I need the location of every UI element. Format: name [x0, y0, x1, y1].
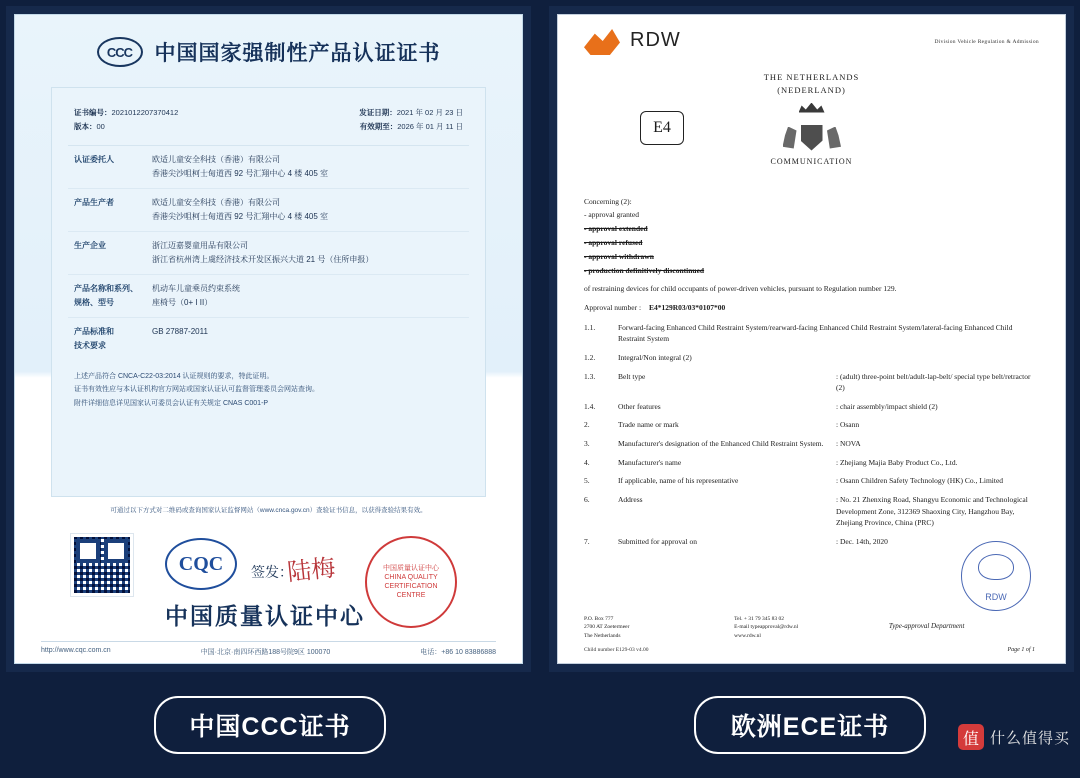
- rdw-item: [584, 438, 1039, 450]
- rdw-concerning-item: - approval withdrawn: [584, 252, 654, 261]
- rdw-document: [557, 14, 1066, 664]
- ccc-version: 版本：00: [74, 122, 105, 132]
- ccc-certificate-panel: [6, 6, 531, 672]
- rdw-item: [584, 536, 1039, 548]
- ccc-expiry-date: 有效期至：2026 年 01 月 11 日: [359, 122, 463, 132]
- rdw-item-label: If applicable, name of his representative: [618, 476, 739, 486]
- rdw-item-label: Belt type: [618, 371, 646, 381]
- ccc-field-value: 欧适儿童安全科技（香港）有限公司 香港尖沙咀柯士甸道西 92 号汇翔中心 4 楼 405 室: [152, 154, 329, 178]
- rdw-item-label: Other features: [618, 401, 661, 411]
- rdw-item-label: Submitted for approval on: [618, 536, 697, 546]
- rdw-item-no: 7.: [584, 536, 590, 546]
- rdw-concerning-block: [584, 195, 1039, 296]
- rdw-item-label: Manufacturer's designation of the Enhanced Child Restraint System.: [618, 439, 824, 448]
- ccc-sign-label: 签发：: [251, 564, 293, 580]
- rdw-concerning-item: - approval refused: [584, 238, 643, 248]
- rdw-child-number: Child number E129-03 v4.00: [584, 647, 649, 653]
- ccc-field-key: 产品名称和系列、 规格、型号: [74, 283, 138, 307]
- rdw-item-no: 1.3.: [584, 371, 596, 381]
- rdw-header: [584, 29, 1039, 55]
- ccc-field-key: 生产企业: [74, 240, 106, 250]
- rdw-concerning-label: Concerning (2):: [584, 196, 632, 206]
- rdw-item: [584, 475, 1039, 487]
- crown-icon: [799, 103, 825, 113]
- rdw-concerning-item: - approval granted: [584, 210, 639, 220]
- ccc-signature: 陆梅: [286, 555, 337, 587]
- ccc-issue-date: 发证日期：2021 年 02 月 23 日: [359, 108, 463, 117]
- ccc-note: 上述产品符合 CNCA-C22-03:2014 认证规则的要求，特此证明。 证书有效性应与本认证机构官方网站或国家认证认可监督管理委员会网站查询。 附件详细信息详见国家认可委员会认证有关规定 CNAS C001-P: [74, 372, 319, 407]
- ccc-field-value: 浙江迈嘉婴童用品有限公司 浙江省杭州湾上虞经济技术开发区振兴大道 21 号（住所申报）: [152, 240, 374, 264]
- ccc-website: http://www.cqc.com.cn: [41, 647, 111, 654]
- rdw-item-value: : Osann: [836, 420, 860, 430]
- rdw-item-value: : No. 21 Zhenxing Road, Shangyu Economic and Technological Development Zone, 312369 Shaoxing City, Hangzhou Bay, Zhejiang Province, China (PRC): [836, 494, 1028, 528]
- rdw-item: [584, 401, 1039, 413]
- cqc-center-name: 中国质量认证中心: [165, 603, 365, 629]
- cqc-logo-icon: CQC: [165, 538, 237, 590]
- rdw-item: [584, 457, 1039, 469]
- e4-approval-mark-icon: E4: [640, 111, 684, 145]
- rdw-item-value: : Osann Children Safety Technology (HK) Co., Limited: [836, 476, 1004, 486]
- rdw-item-no: 1.1.: [584, 322, 596, 332]
- rdw-item-value: : Zhejiang Majia Baby Product Co., Ltd.: [836, 457, 958, 467]
- ccc-meta-left: [74, 106, 178, 135]
- rdw-approval-number-value: E4*129R03/03*0107*00: [648, 302, 726, 312]
- ccc-header: [15, 15, 522, 81]
- rdw-item-list: [584, 322, 1039, 548]
- lion-right-icon: [827, 127, 841, 149]
- ccc-field-key: 产品标准和 技术要求: [74, 326, 114, 350]
- watermark-badge-icon: 值: [958, 724, 984, 750]
- rdw-footer-address: P.O. Box 777 2700 AT Zoetermeer The Netherlands: [584, 615, 630, 640]
- ccc-field-key: 认证委托人: [74, 154, 114, 164]
- caption-row: [0, 672, 1080, 778]
- caption-ccc: 中国CCC证书: [154, 696, 386, 754]
- ccc-mark-icon: CCC: [97, 37, 143, 67]
- shield-icon: [801, 125, 823, 151]
- rdw-country: THE NETHERLANDS (NEDERLAND): [763, 72, 860, 95]
- rdw-item-label: Manufacturer's name: [618, 457, 682, 467]
- rdw-footer: [584, 615, 1039, 641]
- ccc-meta-right: [359, 106, 463, 135]
- ccc-field-row: [68, 189, 469, 232]
- netherlands-crest-icon: [783, 103, 841, 151]
- ccc-body: [51, 87, 486, 497]
- rdw-item-value: : chair assembly/impact shield (2): [836, 401, 938, 411]
- ccc-document: [14, 14, 523, 664]
- caption-ece: 欧洲ECE证书: [694, 696, 926, 754]
- ccc-field-row: [68, 146, 469, 189]
- ccc-field-key: 产品生产者: [74, 197, 114, 207]
- ccc-field-value: 欧适儿童安全科技（香港）有限公司 香港尖沙咀柯士甸道西 92 号汇翔中心 4 楼 405 室: [152, 197, 329, 221]
- ccc-cert-no: 证书编号：2021012207370412: [74, 108, 179, 117]
- rdw-item-label: Trade name or mark: [618, 420, 679, 430]
- rdw-division-text: Division Vehicle Regulation & Admission: [934, 39, 1039, 45]
- rdw-flame-icon: [584, 29, 620, 55]
- ccc-seal-area: [15, 518, 522, 663]
- rdw-item: [584, 494, 1039, 529]
- rdw-stamp-icon: RDW: [961, 541, 1031, 611]
- rdw-item-label: Address: [618, 494, 643, 504]
- watermark: [958, 724, 1070, 750]
- rdw-item-no: 1.4.: [584, 401, 596, 411]
- rdw-page-number: Page 1 of 1: [1007, 647, 1035, 653]
- ccc-field-value: 机动车儿童乘员约束系统 座椅号（0+ I II）: [152, 283, 240, 307]
- rdw-item-value: : NOVA: [836, 439, 861, 448]
- ccc-footer: [15, 647, 522, 657]
- watermark-text: 什么值得买: [989, 729, 1070, 747]
- ccc-footer-divider: [41, 641, 496, 642]
- rdw-item-value: : (adult) three-point belt/adult-lap-belt/ special type belt/retractor (2): [836, 371, 1031, 393]
- rdw-item-no: 4.: [584, 457, 590, 467]
- rdw-item-no: 5.: [584, 476, 590, 486]
- rdw-item-label: Integral/Non integral (2): [618, 352, 692, 362]
- ccc-field-row: [68, 275, 469, 318]
- ccc-address: 中国·北京·南四环西路188号院9区 100070: [200, 649, 331, 656]
- qr-code-icon: [71, 534, 133, 596]
- ccc-field-row: [68, 232, 469, 275]
- rdw-emblem-row: [584, 101, 1039, 193]
- rdw-item-no: 6.: [584, 494, 590, 504]
- rdw-item: [584, 352, 1039, 364]
- rdw-concerning-item: - approval extended: [584, 224, 648, 234]
- rdw-item-no: 3.: [584, 439, 590, 448]
- ccc-field-value: GB 27887-2011: [152, 326, 208, 336]
- rdw-approval-number-row: [584, 303, 1039, 312]
- ccc-red-seal-icon: [365, 536, 457, 628]
- ccc-phone: 电话：+86 10 83886888: [420, 649, 496, 656]
- rdw-footer-department: Type-approval Department: [888, 621, 965, 630]
- rdw-item: [584, 371, 1039, 394]
- rdw-item: [584, 322, 1039, 345]
- rdw-item-value: : Dec. 14th, 2020: [836, 536, 888, 546]
- rdw-footer-contact: Tel. + 31 79 345 83 02 E-mail typeapproval@rdw.nl www.rdw.nl: [734, 615, 799, 640]
- rdw-pursuant-text: of restraining devices for child occupants of power-driven vehicles, pursuant to Regulation number 129.: [584, 283, 897, 293]
- rdw-item-no: 1.2.: [584, 352, 596, 362]
- ccc-footnote: 可通过以下方式对二维码或查询国家认证监督网站（www.cnca.gov.cn）查验证书信息，以获得查验结果有效。: [110, 507, 427, 514]
- rdw-item-no: 2.: [584, 420, 590, 430]
- rdw-approval-number-label: Approval number :: [584, 302, 642, 312]
- rdw-concerning-item: - production definitively discontinued: [584, 265, 705, 275]
- ccc-field-row: [68, 318, 469, 360]
- rdw-item: [584, 419, 1039, 431]
- rdw-communication-title: COMMUNICATION: [770, 156, 853, 166]
- ccc-meta: [68, 102, 469, 146]
- lion-left-icon: [783, 127, 797, 149]
- rdw-item-label: Forward-facing Enhanced Child Restraint System/rearward-facing Enhanced Child Restraint System/lateral-facing Enhanced Child Restraint System: [618, 322, 1013, 344]
- ece-certificate-panel: [549, 6, 1074, 672]
- ccc-red-seal-text: 中国质量认证中心 CHINA QUALITY CERTIFICATION CENTRE: [383, 564, 439, 600]
- ccc-title: 中国国家强制性产品认证证书: [154, 42, 441, 65]
- rdw-logo-text: RDW: [630, 29, 681, 51]
